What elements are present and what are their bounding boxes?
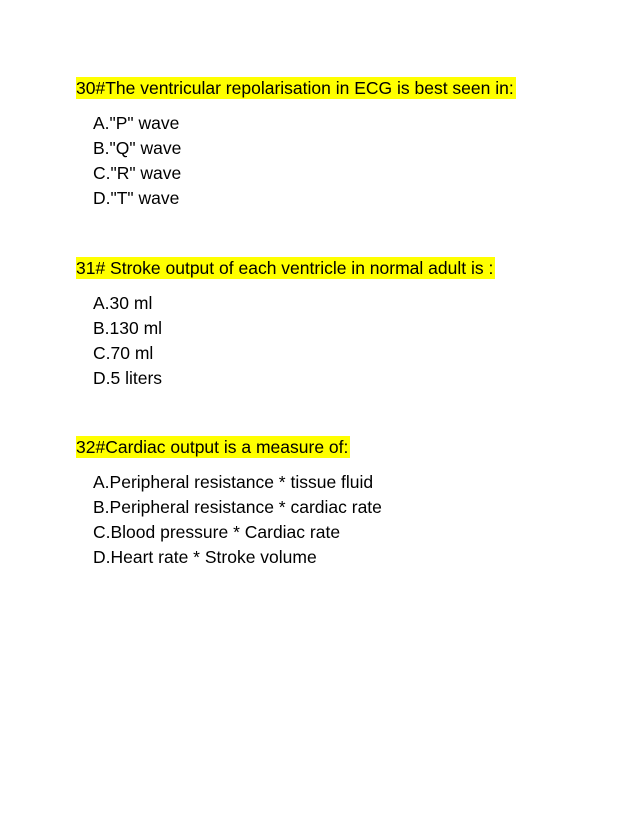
question-31 — [76, 257, 616, 388]
option-letter: B. — [93, 497, 110, 517]
answer-options — [93, 291, 162, 391]
option-text: "P" wave — [109, 113, 180, 133]
option-text: 70 ml — [110, 343, 154, 363]
option-letter: C. — [93, 343, 111, 363]
option-letter: A. — [93, 293, 110, 313]
option-letter: A. — [93, 472, 110, 492]
option-b — [93, 316, 162, 341]
question-title: 32#Cardiac output is a measure of: — [76, 437, 349, 457]
option-d — [93, 366, 162, 391]
option-a — [93, 470, 382, 495]
option-c — [93, 161, 181, 186]
option-c — [93, 341, 162, 366]
option-letter: D. — [93, 188, 111, 208]
option-c — [93, 520, 382, 545]
option-text: Heart rate * Stroke volume — [110, 547, 317, 567]
option-text: 5 liters — [110, 368, 163, 388]
option-letter: B. — [93, 318, 110, 338]
question-title: 31# Stroke output of each ventricle in normal adult is : — [76, 258, 494, 278]
option-b — [93, 136, 181, 161]
option-letter: D. — [93, 368, 111, 388]
option-b — [93, 495, 382, 520]
option-a — [93, 111, 181, 136]
option-d — [93, 186, 181, 211]
option-text: Peripheral resistance * tissue fluid — [109, 472, 374, 492]
answer-options — [93, 111, 181, 211]
option-text: Peripheral resistance * cardiac rate — [109, 497, 382, 517]
option-text: "T" wave — [110, 188, 180, 208]
option-d — [93, 545, 382, 570]
option-letter: C. — [93, 163, 111, 183]
question-title: 30#The ventricular repolarisation in ECG is best seen in: — [76, 78, 514, 98]
question-30 — [76, 77, 616, 208]
answer-options — [93, 470, 382, 570]
question-32 — [76, 436, 616, 567]
option-letter: D. — [93, 547, 111, 567]
option-text: "Q" wave — [109, 138, 182, 158]
option-letter: C. — [93, 522, 111, 542]
option-text: 30 ml — [109, 293, 153, 313]
option-a — [93, 291, 162, 316]
option-letter: A. — [93, 113, 110, 133]
option-text: Blood pressure * Cardiac rate — [110, 522, 341, 542]
option-text: 130 ml — [109, 318, 163, 338]
option-letter: B. — [93, 138, 110, 158]
option-text: "R" wave — [110, 163, 182, 183]
